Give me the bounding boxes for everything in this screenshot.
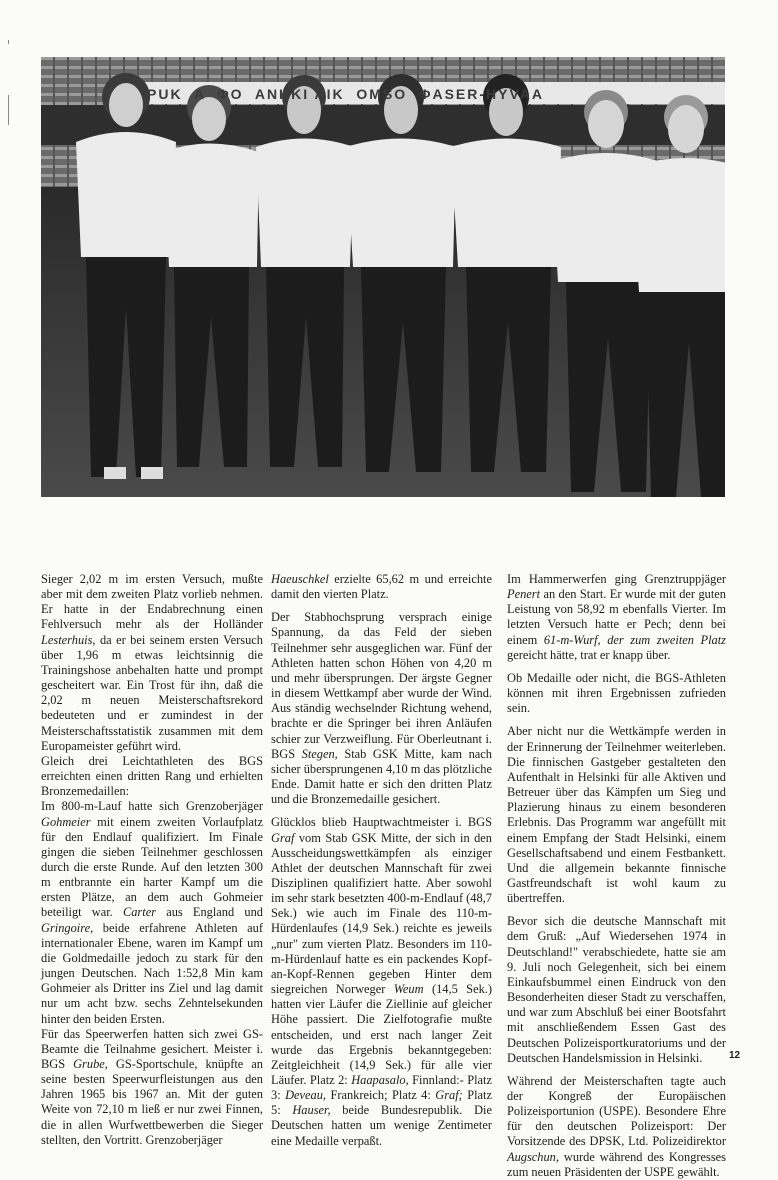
paragraph	[507, 1074, 726, 1180]
team-photo-image	[41, 57, 725, 497]
paragraph	[271, 815, 492, 1148]
body-text: Aber nicht nur die Wettkämpfe werden in der Erinnerung der Teilnehmer weiterleben. Die finnischen Gastgeber gestalteten den Aufenthalt in Helsinki für alle Aktiven und Betreuer über das Kämpfen um Sieg und Plazierung hinaus zu einem besonderen Erlebnis. Das Programm war angefüllt mit einem Empfang der Stadt Helsinki, einem Gesellschaftsabend und einem Festbankett. Und die allgemein bekannte finnische Gastfreundschaft ist wohl kaum zu übertreffen.	[507, 724, 726, 906]
body-text: (14,5 Sek.) hatten vier Läufer die Ziellinie auf gleicher Höhe passiert. Die Zielfotografie mußte entscheiden, und erst nach langer Zeit wurde das Ergebnis bekanntgegeben: Zeitgleichheit (14,9 Sek.) für alle vier Läufer. Platz 2:	[271, 982, 492, 1087]
italic-name-text: Carter	[122, 905, 157, 920]
body-text: Glücklos blieb Hauptwachtmeister i. BGS	[271, 815, 492, 830]
stadium-banner-text: PUK A ΦO ANKKI AIK OMSO ΦASER-HYVAA	[147, 86, 544, 102]
body-text: erzielte 65,62 m und erreichte damit den vierten Platz.	[271, 572, 492, 602]
body-text: Stab GSK Mitte, kam nach sicher übersprungenen 4,10 m das plötzliche Ende. Damit hatte er sich den dritten Platz und die Bronzemedaille gesichert.	[271, 746, 493, 807]
paragraph	[507, 572, 726, 663]
body-text: GS-Sportschule, knüpfte an seine besten Speerwurfleistungen aus den Jahren 1965 bis 1967 an. Mit der guten Weite von 72,10 m ließ er nur zwei Finnen, die in allen Wurfwettbewerben die Sieger stellten, den Vortritt. Grenzoberjäger	[41, 1057, 263, 1147]
body-text: da er bei seinem ersten Versuch über 1,96 m etwas leichtsinnig die Trainingshose anbehalten hatte und prompt gescheitert war. Ein Trost für ihn, daß die 2,02 m neuen Meisterschaftsrekord bedeuteten und er zumindest in der Meisterschaftsstatistik zusammen mit dem Europameister geführt wird.	[41, 632, 263, 753]
paragraph	[41, 1027, 263, 1148]
body-text: Der Stabhochsprung versprach einige Spannung, da das Feld der sieben Teilnehmer sehr ausgeglichen war. Fünf der Athleten hatten schon Höhen von 4,20 m und mehr übersprungen. Der ärgste Gegner in diesem Wettkampf aber wurde der Wind. Aus ständig wechselnder Richtung wehend, brachte er die Springer bei ihren Anläufen schier zur Verzweiflung. Für Oberleutnant i. BGS	[271, 610, 492, 761]
body-text: mit einem zweiten Vorlaufplatz für den Endlauf qualifiziert. Im Finale gingen die sieben Teilnehmer geschlossen durch die erste Runde. Auf den letzten 300 m entbrannte ein harter Kampf um die ersten Plätze, an dem auch Gohmeier beteiligt war.	[41, 814, 263, 920]
paragraph	[271, 610, 492, 807]
italic-name-text: Lesterhuis,	[41, 632, 96, 647]
text-column-3	[507, 572, 726, 1180]
scan-margin-mark	[8, 95, 9, 125]
paragraph	[41, 799, 263, 1026]
italic-name-text: Hauser,	[292, 1103, 331, 1118]
body-text: beide Bundesrepublik. Die Deutschen hatten um wenige Zentimeter eine Medaille verpaßt.	[271, 1103, 492, 1148]
body-text: beide erfahrene Athleten auf internationaler Ebene, waren im Kampf um die Goldmedaille jedoch zu stark für den jungen Deutschen. Nach 1:52,8 Min kam Gohmeier als Dritter ins Ziel und lag damit nur um acht bzw. sechs Zehntelsekunden hinter den beiden Ersten.	[41, 920, 263, 1026]
text-column-1	[41, 572, 263, 1148]
page-number: 12	[729, 1050, 741, 1061]
italic-name-text: Augschun,	[507, 1149, 559, 1164]
body-text: Ob Medaille oder nicht, die BGS-Athleten können mit ihren Ergebnissen zufrieden sein.	[507, 670, 726, 716]
italic-name-text: Penert	[507, 587, 541, 602]
paragraph	[41, 754, 263, 799]
team-photo	[41, 57, 725, 497]
body-text: Bevor sich die deutsche Mannschaft mit dem Gruß: „Auf Wiedersehen 1974 in Deutschland!" verabschiedete, hatte sie am 9. Juli noch Gelegenheit, sich bei einem Einkaufsbummel einen Eindruck von den Besonderheiten dieser Stadt zu verschaffen, und war zum Abschluß bei einer Bootsfahrt mit anschließendem Essen Gast des Deutschen Polizeisportkuratoriums und der Deutschen Handelsmission in Helsinki.	[507, 914, 726, 1065]
scan-margin-mark	[8, 40, 9, 44]
body-text: gereicht hätte, trat er knapp über.	[507, 647, 671, 662]
body-text: an den Start. Er wurde mit der guten Leistung von 58,92 m ebenfalls Vierter. Im letzten Versuch hatte er Pech; denn bei einem	[507, 587, 726, 647]
italic-name-text: Haapasalo,	[351, 1073, 409, 1087]
italic-name-text: Weum	[393, 982, 424, 997]
paragraph	[507, 914, 726, 1066]
body-text: vom Stab GSK Mitte, der sich in den Ausscheidungswettkämpfen als einziger Athlet der deutschen Mannschaft für zwei Disziplinen qualifiziert hatte. Aber sowohl im sehr stark besetzten 400-m-Endlauf (48,7 Sek.) wie auch im Finale des 110-m-Hürdenlaufes (14,9 Sek.) reichte es jeweils „nur" zum vierten Platz. Besonders im 110-m-Hürdenlauf hatte es ein packendes Kopf-an-Kopf-Rennen gegeben Hinter dem siegreichen Norweger	[271, 830, 492, 997]
italic-name-text: Deveau,	[285, 1088, 327, 1103]
italic-name-text: Gohmeier	[41, 814, 91, 829]
italic-name-text: Haeuschkel	[271, 572, 329, 586]
body-text: Platz 5:	[271, 1088, 492, 1118]
text-column-2	[271, 572, 492, 1149]
body-text: Sieger 2,02 m im ersten Versuch, mußte aber mit dem zweiten Platz vorlieb nehmen. Er hatte in der Endabrechnung einen Fehlversuch mehr als der Holländer	[41, 572, 263, 632]
italic-name-text: Graf;	[435, 1088, 463, 1103]
italic-name-text: Gringoire,	[41, 920, 94, 935]
body-text: Gleich drei Leichtathleten des BGS erreichten einen dritten Rang und erhielten Bronzemedaillen:	[41, 753, 263, 799]
paragraph	[507, 671, 726, 716]
paragraph	[271, 572, 492, 602]
paragraph	[507, 724, 726, 906]
italic-name-text: Graf	[271, 830, 295, 845]
paragraph	[41, 572, 263, 754]
italic-name-text: 61-m-Wurf, der zum zweiten Platz	[543, 632, 727, 647]
body-text: Im 800-m-Lauf hatte sich Grenzoberjäger	[41, 799, 263, 814]
body-text: Während der Meisterschaften tagte auch der Kongreß der Europäischen Polizeisportunion (USPE). Besondere Ehre für den deutschen Polizeisport: Der Vorsitzende des DPSK, Ltd. Polizeidirektor	[507, 1073, 726, 1149]
italic-name-text: Grube,	[73, 1057, 108, 1071]
body-text: Im Hammerwerfen ging Grenztruppjäger	[507, 572, 726, 586]
body-text: Finnland:- Platz 3:	[271, 1073, 492, 1103]
body-text: wurde während des Kongresses zum neuen Präsidenten der USPE gewählt.	[507, 1149, 726, 1179]
body-text: Für das Speerwerfen hatten sich zwei GS-Beamte die Teilnahme gesichert. Meister i. BGS	[41, 1026, 263, 1071]
body-text: Frankreich; Platz 4:	[326, 1088, 436, 1103]
body-text: aus England und	[156, 905, 263, 920]
italic-name-text: Stegen,	[301, 746, 338, 761]
